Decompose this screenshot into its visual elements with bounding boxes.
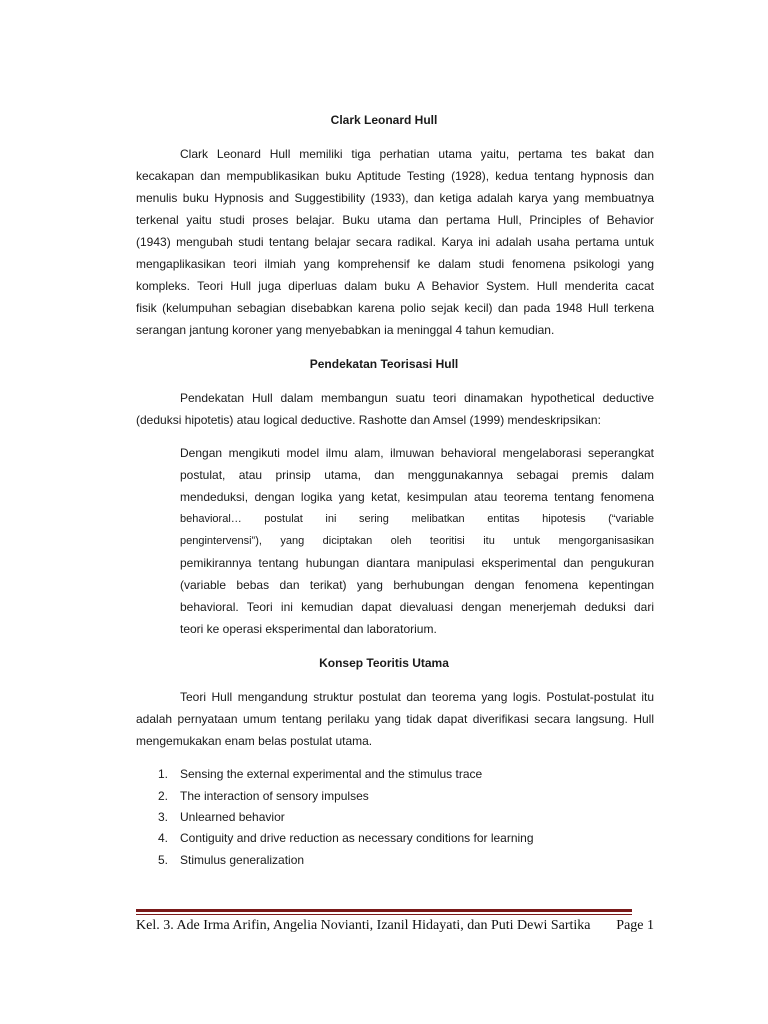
list-text: Sensing the external experimental and the stimulus trace — [180, 767, 483, 781]
paragraph-line: adalah pernyataan umum tentang perilaku yang tidak dapat diverifikasi secara langsung. Hull — [136, 712, 654, 726]
list-number: 4. — [158, 831, 169, 845]
footer-authors: Kel. 3. Ade Irma Arifin, Angelia Novianti, Izanil Hidayati, dan Puti Dewi Sartika — [136, 918, 591, 933]
list-item — [136, 809, 285, 825]
paragraph-line: Pendekatan Hull dalam membangun suatu teori dinamakan hypothetical deductive — [180, 391, 654, 405]
quote-line: behavioral… postulat ini sering melibatkan entitas hipotesis (“variable — [180, 513, 654, 525]
list-item — [136, 788, 369, 804]
paragraph-line: Teori Hull mengandung struktur postulat dan teorema yang logis. Postulat-postulat itu — [180, 690, 654, 704]
list-number: 3. — [158, 810, 169, 824]
quote-line: mendeduksi, dengan logika yang ketat, kesimpulan atau teorema tentang fenomena — [180, 490, 654, 504]
paragraph-line: mengaplikasikan teori ilmiah yang komprehensif ke dalam studi fenomena psikologi yang — [136, 257, 654, 271]
quote-line: behavioral. Teori ini kemudian dapat dievaluasi dengan menerjemah deduksi dari — [180, 600, 654, 614]
paragraph-line: menulis buku Hypnosis and Suggestibility (1933), dan ketiga adalah karya yang membuatnya — [136, 191, 654, 205]
quote-line: postulat, atau prinsip utama, dan menggunakannya sebagai premis dalam — [180, 468, 654, 482]
paragraph-line: fisik (kelumpuhan sebagian disebabkan karena polio sejak kecil) dan pada 1948 Hull terkena — [136, 301, 654, 315]
footer-rule — [136, 909, 632, 912]
list-text: Contiguity and drive reduction as necessary conditions for learning — [180, 831, 534, 845]
quote-line: Dengan mengikuti model ilmu alam, ilmuwan behavioral mengelaborasi seperangkat — [180, 446, 654, 460]
list-item — [136, 766, 482, 782]
list-text: Stimulus generalization — [180, 853, 305, 867]
list-number: 2. — [158, 789, 169, 803]
quote-line: pengintervensi”), yang diciptakan oleh teoritisi itu untuk mengorganisasikan — [180, 535, 654, 547]
list-number: 1. — [158, 767, 169, 781]
paragraph-line: kecakapan dan mempublikasikan buku Aptitude Testing (1928), kedua tentang hypnosis dan — [136, 169, 654, 183]
list-item — [136, 830, 534, 846]
list-text: The interaction of sensory impulses — [180, 789, 369, 803]
footer-rule — [136, 914, 632, 915]
quote-line: (variable bebas dan terikat) yang berhubungan dengan fenomena kepentingan — [180, 578, 654, 592]
page-number: Page 1 — [616, 918, 654, 933]
list-text: Unlearned behavior — [180, 810, 285, 824]
paragraph-line: Clark Leonard Hull memiliki tiga perhatian utama yaitu, pertama tes bakat dan — [180, 147, 654, 161]
paragraph-line: serangan jantung koroner yang menyebabkan ia meninggal 4 tahun kemudian. — [136, 323, 555, 337]
document-title: Clark Leonard Hull — [330, 113, 438, 127]
paragraph-line: (1943) mengubah studi tentang belajar secara radikal. Karya ini adalah usaha pertama untuk — [136, 235, 654, 249]
paragraph-line: mengemukakan enam belas postulat utama. — [136, 734, 373, 748]
quote-line: teori ke operasi eksperimental dan laboratorium. — [180, 622, 437, 636]
list-item — [136, 852, 304, 868]
section-heading: Pendekatan Teorisasi Hull — [309, 357, 459, 371]
list-number: 5. — [158, 853, 169, 867]
quote-line: pemikirannya tentang hubungan diantara manipulasi eksperimental dan pengukuran — [180, 556, 654, 570]
paragraph-line: terkenal yaitu studi proses belajar. Buku utama dan pertama Hull, Principles of Behavior — [136, 213, 654, 227]
section-heading: Konsep Teoritis Utama — [319, 656, 449, 670]
paragraph-line: (deduksi hipotetis) atau logical deductive. Rashotte dan Amsel (1999) mendeskripsikan: — [136, 413, 601, 427]
paragraph-line: kompleks. Teori Hull juga diperluas dalam buku A Behavior System. Hull menderita cacat — [136, 279, 654, 293]
